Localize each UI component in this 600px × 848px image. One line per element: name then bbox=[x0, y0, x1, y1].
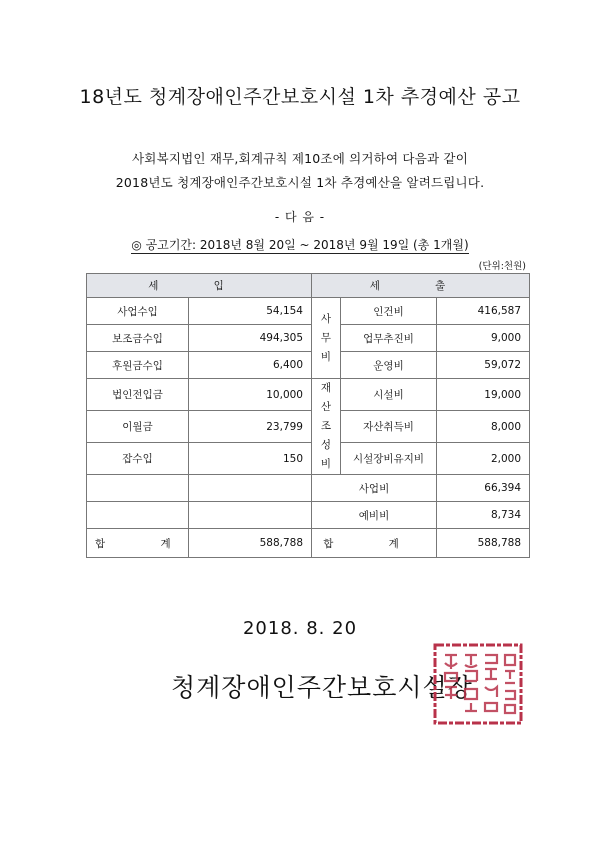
expense-amount: 416,587 bbox=[437, 298, 530, 325]
document-title: 18년도 청계장애인주간보호시설 1차 추경예산 공고 bbox=[79, 86, 521, 108]
organization-head: 청계장애인주간보호시설장 bbox=[171, 673, 473, 702]
notice-period bbox=[0, 236, 600, 253]
expense-header: 세 출 bbox=[312, 274, 530, 298]
notice-period-text: ◎ 공고기간: 2018년 8월 20일 ~ 2018년 9월 19일 (총 1개월) bbox=[131, 238, 469, 252]
income-empty-cell bbox=[87, 475, 189, 502]
income-amount: 54,154 bbox=[189, 298, 312, 325]
income-empty-cell bbox=[87, 502, 189, 529]
expense-total-amount: 588,788 bbox=[437, 529, 530, 558]
income-empty-cell bbox=[189, 475, 312, 502]
income-item: 법인전입금 bbox=[87, 379, 189, 411]
group-char: 산 bbox=[320, 401, 332, 413]
intro-line-1: 사회복지법인 재무,회계규칙 제10조에 의거하여 다음과 같이 bbox=[132, 151, 468, 166]
section-heading: - 다 음 - bbox=[274, 210, 326, 224]
income-total-amount: 588,788 bbox=[189, 529, 312, 558]
income-amount: 23,799 bbox=[189, 411, 312, 443]
income-amount: 10,000 bbox=[189, 379, 312, 411]
expense-item: 시설비 bbox=[341, 379, 437, 411]
income-amount: 494,305 bbox=[189, 325, 312, 352]
income-empty-cell bbox=[189, 502, 312, 529]
official-seal bbox=[431, 641, 525, 727]
expense-amount: 59,072 bbox=[437, 352, 530, 379]
expense-amount: 8,000 bbox=[437, 411, 530, 443]
group-char: 재 bbox=[320, 382, 332, 394]
expense-amount: 19,000 bbox=[437, 379, 530, 411]
table-row bbox=[87, 352, 530, 379]
expense-amount: 66,394 bbox=[437, 475, 530, 502]
income-total-label: 합 계 bbox=[87, 529, 189, 558]
expense-item: 인건비 bbox=[341, 298, 437, 325]
notice-date: 2018. 8. 20 bbox=[242, 618, 358, 639]
income-header: 세 입 bbox=[87, 274, 312, 298]
table-row bbox=[87, 325, 530, 352]
group-char: 무 bbox=[320, 331, 332, 344]
expense-item: 운영비 bbox=[341, 352, 437, 379]
expense-amount: 9,000 bbox=[437, 325, 530, 352]
expense-amount: 8,734 bbox=[437, 502, 530, 529]
expense-total-label: 합 계 bbox=[312, 529, 437, 558]
income-item: 사업수입 bbox=[87, 298, 189, 325]
expense-group-admin bbox=[312, 298, 341, 379]
income-item: 잡수입 bbox=[87, 443, 189, 475]
group-char: 조 bbox=[320, 420, 332, 432]
group-char: 사 bbox=[320, 312, 332, 325]
table-row bbox=[87, 411, 530, 443]
expense-item: 시설장비유지비 bbox=[341, 443, 437, 475]
expense-item: 업무추진비 bbox=[341, 325, 437, 352]
expense-item: 사업비 bbox=[312, 475, 437, 502]
table-row bbox=[87, 379, 530, 411]
group-char: 비 bbox=[320, 350, 332, 363]
intro-line-2: 2018년도 청계장애인주간보호시설 1차 추경예산을 알려드립니다. bbox=[115, 175, 485, 190]
income-amount: 6,400 bbox=[189, 352, 312, 379]
budget-table bbox=[86, 273, 530, 558]
intro-text bbox=[0, 147, 600, 195]
group-char: 성 bbox=[320, 439, 332, 451]
expense-group-facility bbox=[312, 379, 341, 475]
table-row bbox=[87, 298, 530, 325]
table-header-row bbox=[87, 274, 530, 298]
group-char: 비 bbox=[320, 458, 332, 470]
income-item: 후원금수입 bbox=[87, 352, 189, 379]
total-row bbox=[87, 529, 530, 558]
income-item: 보조금수입 bbox=[87, 325, 189, 352]
income-amount: 150 bbox=[189, 443, 312, 475]
expense-item: 예비비 bbox=[312, 502, 437, 529]
table-row bbox=[87, 443, 530, 475]
expense-amount: 2,000 bbox=[437, 443, 530, 475]
expense-item: 자산취득비 bbox=[341, 411, 437, 443]
table-row bbox=[87, 475, 530, 502]
income-item: 이월금 bbox=[87, 411, 189, 443]
table-row bbox=[87, 502, 530, 529]
unit-note: (단위:천원) bbox=[478, 261, 526, 272]
